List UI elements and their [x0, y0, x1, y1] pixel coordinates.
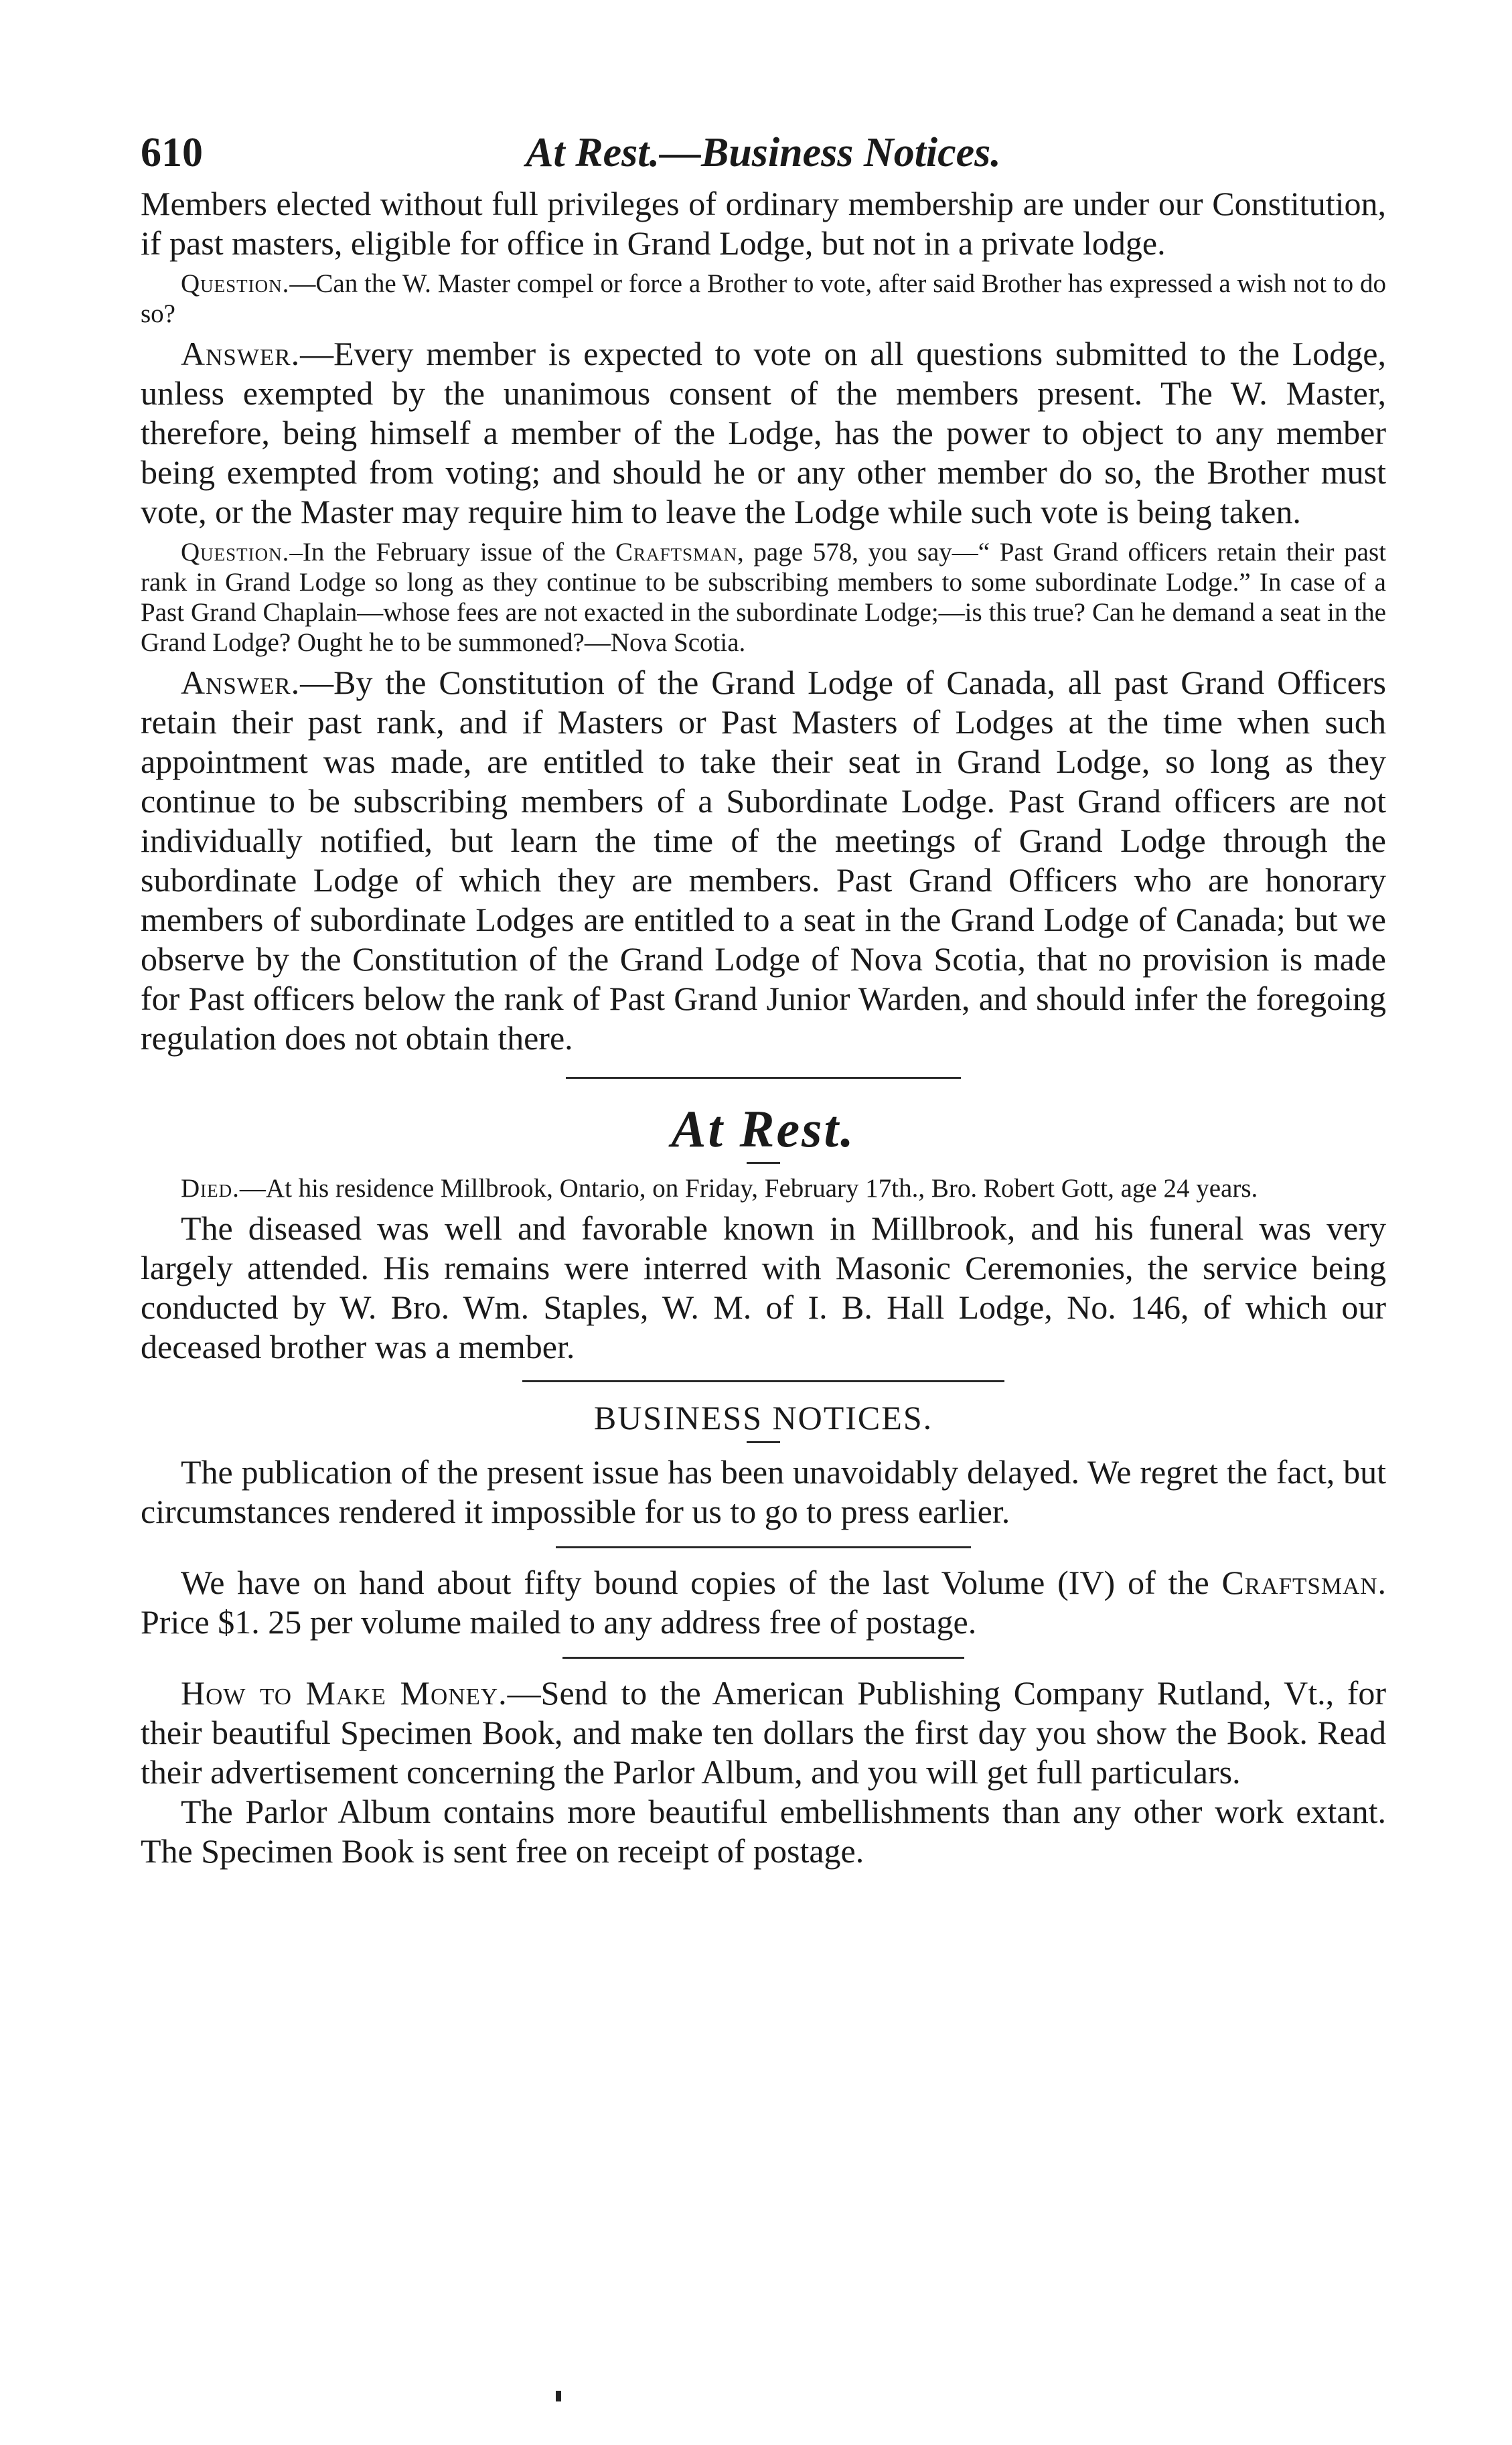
- divider-rule: [556, 1546, 971, 1548]
- notice3-label: How to Make Money.: [181, 1674, 508, 1712]
- qa2-answer: [141, 663, 1386, 1058]
- qa1-intro: Members elected without full privileges of ordinary membership are under our Constitution, if past masters, eligible for office in Grand Lodge, but not in a private lodge.: [141, 185, 1386, 262]
- divider-rule: [562, 1657, 964, 1659]
- notice2-part1: We have on hand about fifty bound copies of the last Volume (IV) of the: [181, 1564, 1222, 1601]
- running-title: At Rest.—Business Notices.: [526, 130, 1001, 175]
- notice-make-money: [141, 1674, 1386, 1792]
- divider-rule: [522, 1380, 1004, 1382]
- qa2-question-text-2: , page 578, you say—“ Past Grand officers retain their past rank in Grand Lodge so long as they continue to be subscribing members to some subordinate Lodge.” In case of a Past Grand Chaplain—whose fees are not exacted in the subordinate Lodge;—is this true? Can he demand a seat in the Grand Lodge? Ought he to be summoned?—Nova Scotia.: [141, 538, 1386, 657]
- page: [141, 124, 1386, 1871]
- qa2-question-label: Question.: [181, 538, 290, 567]
- notice-delay: The publication of the present issue has been unavoidably delayed. We regret the fact, but circumstances rendered it impossible for us to go to press earlier.: [141, 1453, 1386, 1530]
- qa2-answer-label: Answer.: [181, 664, 301, 701]
- divider-rule: [566, 1077, 961, 1079]
- page-mark: [556, 2391, 561, 2401]
- running-head: [141, 124, 1386, 184]
- qa2-answer-text: —By the Constitution of the Grand Lodge of Canada, all past Grand Officers retain their past rank, and if Masters or Past Masters of Lodges at the time when such appointment was made, are entitled to take their seat in Grand Lodge, so long as they continue to be subscribing members of a Subordinate Lodge. Past Grand officers are not individually notified, but learn the time of the meetings of Grand Lodge through the subordinate Lodge of which they are members. Past Grand Officers who are honorary members of subordinate Lodges are entitled to a seat in the Grand Lodge of Canada; but we observe by the Constitution of the Grand Lodge of Nova Scotia, that no provision is made for Past officers below the rank of Past Grand Junior Warden, and should infer the foregoing regulation does not obtain there.: [141, 664, 1386, 1057]
- heading-underline: [747, 1441, 780, 1443]
- qa1-question-text: —Can the W. Master compel or force a Brother to vote, after said Brother has expressed a wish not to do so?: [141, 269, 1386, 328]
- business-notices-heading: BUSINESS NOTICES.: [593, 1399, 933, 1436]
- page-number: 610: [141, 130, 203, 175]
- at-rest-died: [141, 1173, 1386, 1203]
- qa2-question: [141, 537, 1386, 658]
- qa1-question-label: Question.: [181, 269, 290, 298]
- qa1-answer-text: —Every member is expected to vote on all questions submitted to the Lodge, unless exempted by the unanimous consent of the members present. The W. Master, therefore, being himself a member of the Lodge, has the power to object to any member being exempted from voting; and should he or any other member do so, the Brother must vote, or the Master may require him to leave the Lodge while such vote is being taken.: [141, 335, 1386, 530]
- at-rest-died-text: —At his residence Millbrook, Ontario, on Friday, February 17th., Bro. Robert Gott, age 24 years.: [239, 1174, 1258, 1203]
- qa1-answer-label: Answer.: [181, 335, 301, 372]
- notice-parlor-album: The Parlor Album contains more beautiful embellishments than any other work extant. The Specimen Book is sent free on receipt of postage.: [141, 1793, 1386, 1870]
- at-rest-body: The diseased was well and favorable known in Millbrook, and his funeral was very largely attended. His remains were interred with Masonic Ceremonies, the service being conducted by W. Bro. Wm. Staples, W. M. of I. B. Hall Lodge, No. 146, of which our deceased brother was a member.: [141, 1209, 1386, 1365]
- heading-underline: [747, 1162, 780, 1164]
- notice2-craftsman: Craftsman: [1221, 1564, 1378, 1601]
- qa2-question-craftsman: Craftsman: [615, 538, 737, 567]
- at-rest-heading: At Rest.: [671, 1100, 856, 1158]
- qa1-question: [141, 269, 1386, 329]
- at-rest-died-label: Died.: [181, 1174, 240, 1203]
- notice2-part2: . Price $1. 25 per volume mailed to any address free of postage.: [141, 1564, 1386, 1641]
- qa1-answer: [141, 334, 1386, 532]
- notice-bound-copies: [141, 1563, 1386, 1642]
- notice3-text: —Send to the American Publishing Company Rutland, Vt., for their beautiful Specimen Book, and make ten dollars the first day you show the Book. Read their advertisement concerning the Parlor Album, and you will get full particulars.: [141, 1674, 1386, 1791]
- qa2-question-text-1: –In the February issue of the: [289, 538, 615, 567]
